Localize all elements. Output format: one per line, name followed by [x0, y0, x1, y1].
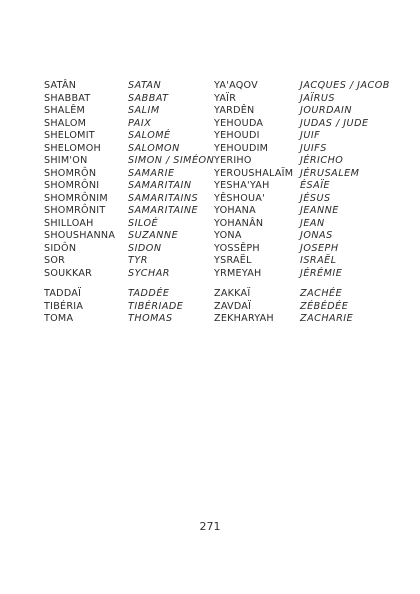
name-entry: TADDÉE [128, 288, 170, 299]
name-entry: SIDON [128, 242, 162, 254]
name-entry: YEHOUDIM [214, 142, 269, 154]
group-gap [214, 280, 294, 288]
name-entry: JUIF [300, 130, 321, 141]
column-french-names [128, 80, 214, 326]
name-entry: SOR [44, 255, 66, 266]
column-french-names-2 [300, 80, 400, 326]
name-entry: TYR [128, 255, 148, 266]
name-entry: TOMA [44, 313, 74, 324]
name-entry: YEHOUDA [214, 117, 264, 129]
name-entry: PAIX [128, 117, 152, 129]
name-entry: TIBÉRIA [44, 300, 84, 312]
group-gap [44, 280, 122, 288]
name-entry: JACQUES / JACOB [300, 80, 390, 91]
name-entry: SHELOMOH [44, 142, 101, 154]
name-entry: SYCHAR [128, 267, 170, 279]
name-entry: YOSSÊPH [214, 242, 260, 254]
name-entry: YA'AQOV [214, 80, 258, 91]
name-entry: SHALOM [44, 117, 87, 129]
name-entry: SAMARITAIN [128, 180, 192, 191]
name-entry: YÊSHOUA' [214, 192, 265, 204]
name-entry: SHILLOAH [44, 217, 94, 229]
name-entry: YSRAËL [214, 255, 252, 266]
name-entry: ZÉBÉDÉE [300, 300, 349, 312]
name-entry: SATAN [128, 80, 162, 91]
name-entry: JÉRÉMIE [300, 267, 343, 279]
name-entry: THOMAS [128, 313, 173, 324]
page-number: 271 [199, 520, 221, 533]
name-entry: YOHANA [214, 205, 256, 216]
name-entry: ÉSAÏE [300, 180, 331, 191]
name-entry: YERIHO [214, 155, 252, 166]
name-entry: ZACHÉE [300, 288, 343, 299]
name-entry: JÉSUS [300, 192, 331, 204]
name-entry: SHOMRÔN [44, 167, 97, 179]
name-entry: SAMARITAINE [128, 205, 199, 216]
group-gap [128, 280, 214, 288]
name-entry: YOHANÂN [214, 217, 264, 229]
name-entry: YAÏR [214, 92, 237, 104]
name-entry: ZAKKAÏ [214, 288, 251, 299]
name-entry: SALOMÉ [128, 130, 171, 141]
name-entry: YONA [214, 230, 242, 241]
name-entry: SIMON / SIMÉON [128, 155, 215, 166]
name-entry: YEHOUDI [214, 130, 260, 141]
name-entry: JEAN [300, 217, 325, 229]
name-entry: JAÏRUS [300, 92, 335, 104]
name-entry: YRMEYAH [214, 267, 262, 279]
name-entry: SAMARIE [128, 167, 175, 179]
name-entry: TADDAÏ [44, 288, 82, 299]
name-entry: JUDAS / JUDE [300, 117, 369, 129]
name-entry: TIBÉRIADE [128, 300, 184, 312]
name-entry: SHALÊM [44, 105, 86, 116]
name-entry: JÉRICHO [300, 155, 344, 166]
name-entry: JÉRUSALEM [300, 167, 360, 179]
name-entry: YESHA'YAH [214, 180, 270, 191]
column-hebrew-names-2 [214, 80, 294, 326]
name-entry: SILOÉ [128, 217, 159, 229]
name-entry: SUZANNE [128, 230, 179, 241]
name-entry: SHOMRÔNI [44, 180, 100, 191]
name-entry: JEANNE [300, 205, 339, 216]
column-hebrew-names [44, 80, 122, 326]
name-entry: SHOUSHANNA [44, 230, 116, 241]
name-entry: SABBAT [128, 92, 169, 104]
name-entry: JOSEPH [300, 242, 339, 254]
name-entry: SAMARITAINS [128, 192, 199, 204]
name-entry: ISRAËL [300, 255, 337, 266]
name-entry: YARDÊN [214, 105, 255, 116]
name-entry: SHOMRÔNIM [44, 192, 108, 204]
name-entry: SALOMON [128, 142, 180, 154]
group-gap [300, 280, 400, 288]
name-entry: ZAVDAÏ [214, 300, 252, 312]
name-entry: SHABBAT [44, 92, 91, 104]
name-entry: YEROUSHALAÏM [214, 167, 294, 179]
name-entry: SHELOMIT [44, 130, 95, 141]
name-entry: SATÂN [44, 80, 77, 91]
name-entry: ZEKHARYAH [214, 313, 274, 324]
name-entry: SOUKKAR [44, 267, 93, 279]
name-entry: SIDÔN [44, 242, 77, 254]
name-entry: SALIM [128, 105, 160, 116]
name-entry: ZACHARIE [300, 313, 354, 324]
name-entry: JOURDAIN [300, 105, 353, 116]
name-entry: JONAS [300, 230, 333, 241]
name-entry: SHOMRÔNIT [44, 205, 106, 216]
name-entry: JUIFS [300, 142, 327, 154]
name-entry: SHIM'ON [44, 155, 88, 166]
